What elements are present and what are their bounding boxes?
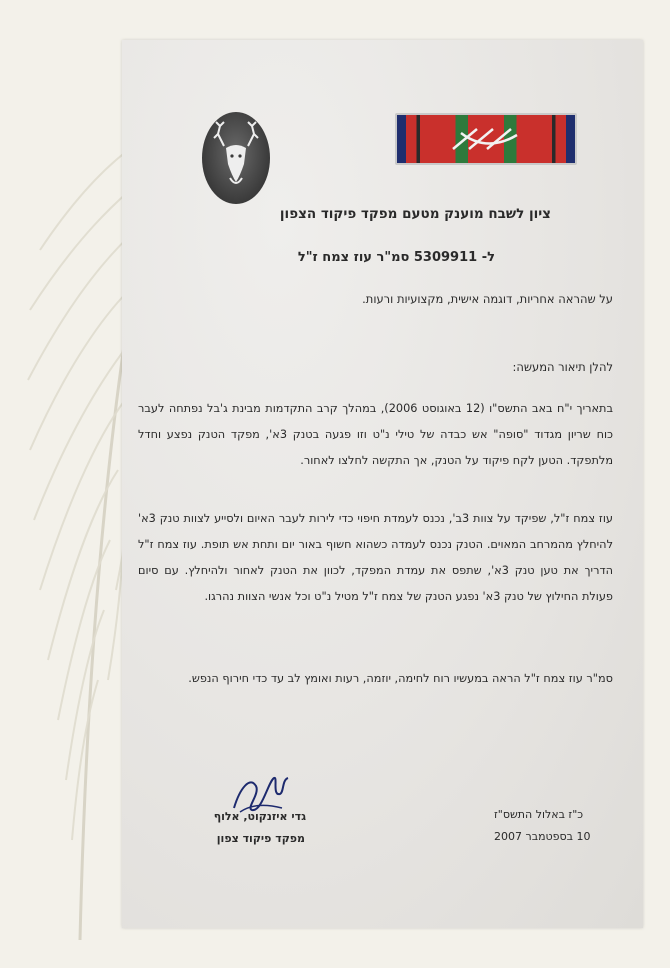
date-gregorian: 10 בספטמבר 2007 — [494, 830, 591, 843]
signer-role: מפקד פיקוד צפון — [216, 832, 305, 845]
date-hebrew: כ"ז באלול התשס"ז — [494, 808, 584, 821]
commendation-document — [122, 40, 643, 928]
paragraph-1: בתאריך י"ח באב התשס"ו (12 באוגוסט 2006), במהלך קרב התקדמות מבינת ג'בל נפתחה לעבר כוח שריון מגדוד "סופה" אש כבדה של טילי נ"ט וזו פגעה בטנק 3א', מפקד הטנק נפצע וחדל מלתפקד. הטען לקח פיקוד על הטנק, אך התקשה לחלצו לאחור. — [138, 402, 613, 467]
deer-head-icon — [202, 112, 270, 204]
description-intro: להלן תיאור המעשה: — [512, 360, 613, 374]
signer-name: גדי איזנקוט, אלוף — [213, 810, 306, 823]
paragraph-2: עוז צמח ז"ל, שפיקד על צוות 3ב', נכנס לעמדת חיפוי כדי לירות לעבר האיום ולסייע לצוות טנק 3א' להיחלץ מהמרחב המאוים. הטנק נכנס לעמדה כשהוא חשוף באור יום ותחת אש תופת. עוז צמח ז"ל הדריך את טען טנק 3א', שתפס את עמדת המפקד, לכוון את הטנק לאחור ולהיחלץ. עם סיום פעולת החילוץ של טנק 3א' נפגע הטנק של צמח ז"ל מטיל נ"ט וכל אנשי הצוות נהרגו. — [138, 512, 613, 603]
commendation-reason: על שהראה אחריות, דוגמה אישית, מקצועיות ורעות. — [362, 292, 613, 306]
recipient-line: ל- 5309911 סמ"ר עוז צמח ז"ל — [297, 250, 495, 265]
sword-olive-device-icon — [447, 123, 527, 155]
document-title: ציון לשבח מוענק מטעם מפקד פיקוד הצפון — [279, 206, 551, 222]
paragraph-3: סמ"ר עוז צמח ז"ל הראה במעשיו רוח לחימה, יוזמה, רעות ואומץ לב עד כדי חירוף הנפש. — [188, 672, 613, 685]
medal-ribbon — [395, 113, 577, 165]
northern-command-emblem — [202, 112, 270, 204]
